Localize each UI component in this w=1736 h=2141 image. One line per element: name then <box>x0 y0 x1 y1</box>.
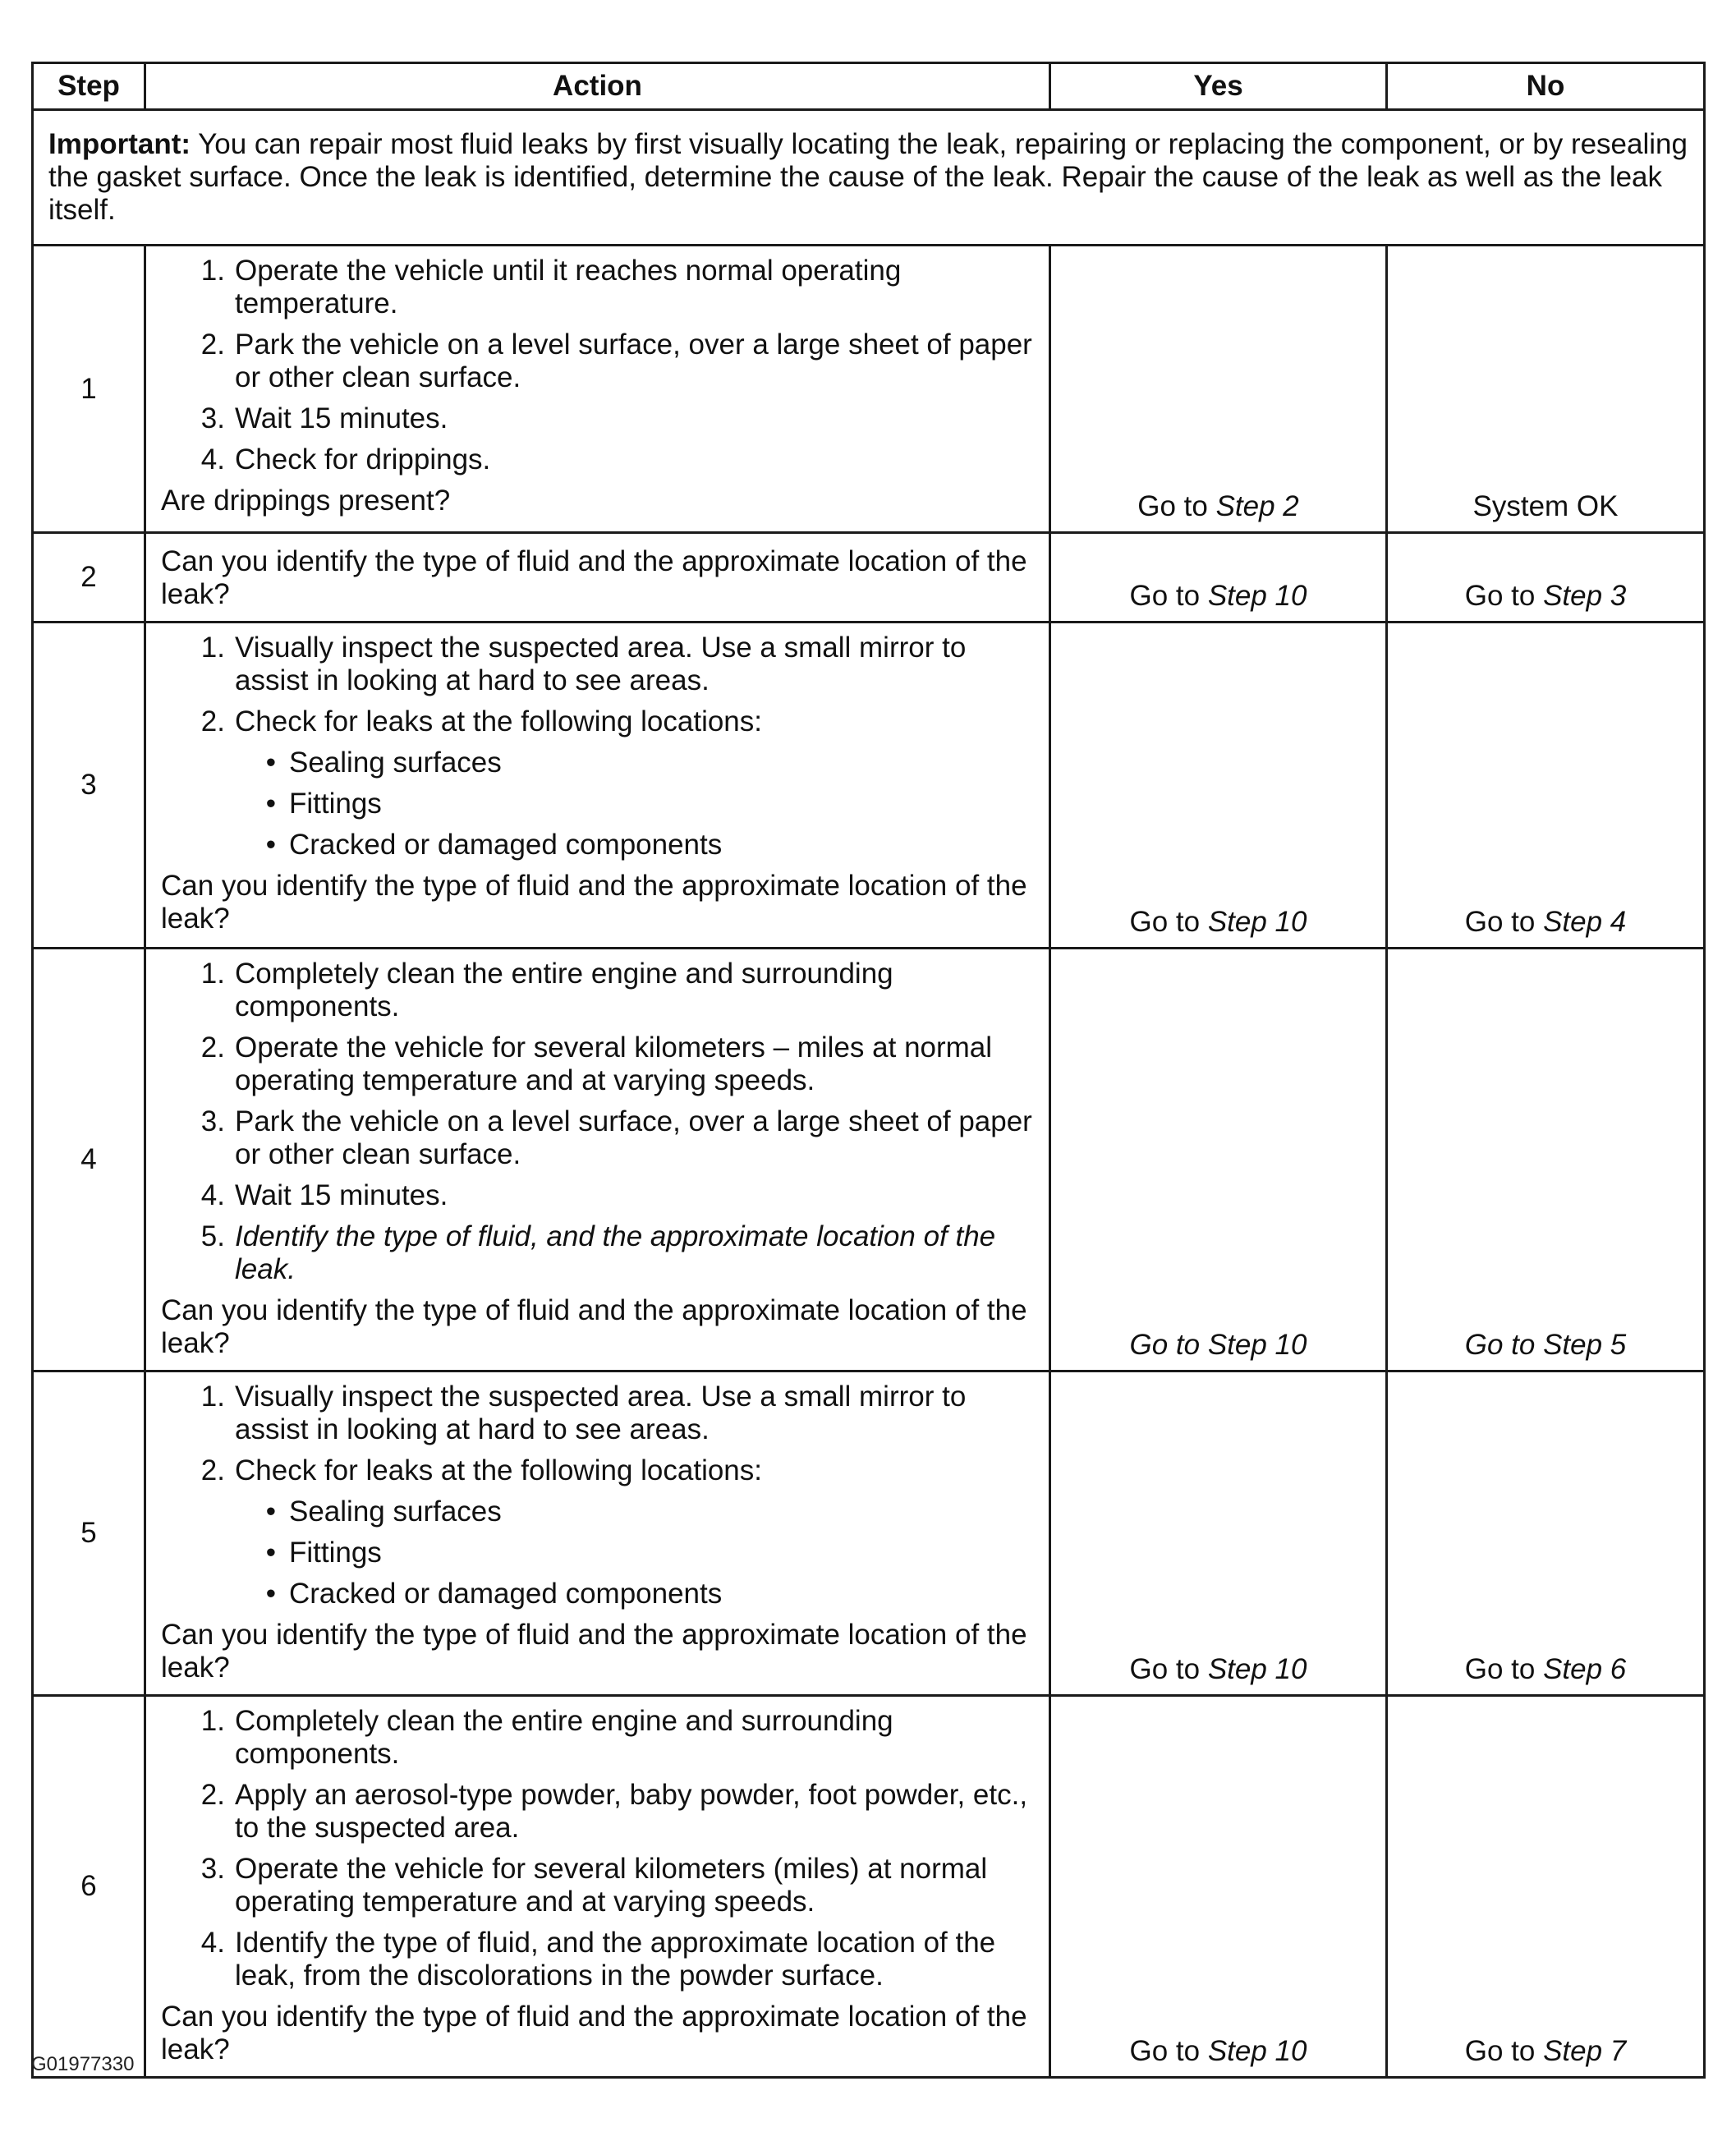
action-item-text: Park the vehicle on a level surface, over a large sheet of paper or other clean surface. <box>235 329 1032 393</box>
action-item <box>161 1853 1034 1918</box>
action-list <box>161 958 1034 1286</box>
action-item-number: 4. <box>200 1179 225 1211</box>
step-row <box>33 1696 1705 2078</box>
yes-prefix: Go to <box>1129 580 1208 612</box>
action-item-text: Completely clean the entire engine and surrounding components. <box>235 1705 893 1770</box>
header-action: Action <box>145 63 1050 110</box>
action-item-number: 3. <box>200 1853 225 1885</box>
bullet-icon: • <box>265 747 276 779</box>
header-step: Step <box>33 63 145 110</box>
action-item-text: Check for leaks at the following locations: <box>235 1454 762 1486</box>
no-cell <box>1387 949 1705 1371</box>
action-item-number: 4. <box>200 443 225 476</box>
yes-target-step: Step 10 <box>1207 2035 1307 2067</box>
action-item-text: Check for drippings. <box>235 443 491 476</box>
yes-target-step: Step 10 <box>1207 580 1307 612</box>
important-note <box>33 110 1705 246</box>
action-item-number: 5. <box>200 1220 225 1252</box>
important-text: You can repair most fluid leaks by first visually locating the leak, repairing or replacing the component, or by resealing the gasket surface. Once the leak is identified, determine the cause of the leak. Repair the cause of the leak as well as the leak itself. <box>48 128 1688 226</box>
action-item-number: 2. <box>200 1031 225 1064</box>
no-prefix: Go to <box>1464 1329 1544 1361</box>
yes-cell <box>1050 1696 1387 2078</box>
bullet-item <box>161 788 1034 820</box>
step-number: 4 <box>33 949 145 1371</box>
action-item-number: 1. <box>200 1705 225 1737</box>
action-item <box>161 329 1034 394</box>
no-cell <box>1387 246 1705 533</box>
action-cell <box>145 1696 1050 2078</box>
action-item-text: Operate the vehicle for several kilometers – miles at normal operating temperature and at varying speeds. <box>235 1031 993 1096</box>
action-item <box>161 1705 1034 1771</box>
bullet-text: Sealing surfaces <box>289 747 502 779</box>
yes-cell <box>1050 949 1387 1371</box>
action-item-number: 2. <box>200 705 225 737</box>
bullet-icon: • <box>265 1495 276 1528</box>
action-item-text: Visually inspect the suspected area. Use a small mirror to assist in looking at hard to see areas. <box>235 1381 967 1445</box>
action-item <box>161 632 1034 697</box>
bullet-text: Fittings <box>289 788 382 820</box>
action-cell <box>145 949 1050 1371</box>
action-item-text: Park the vehicle on a level surface, over a large sheet of paper or other clean surface. <box>235 1105 1032 1170</box>
yes-cell <box>1050 1371 1387 1696</box>
bullet-text: Cracked or damaged components <box>289 1578 723 1610</box>
step-row <box>33 533 1705 623</box>
action-item-number: 1. <box>200 1381 225 1413</box>
action-item-number: 1. <box>200 632 225 664</box>
action-item-number: 1. <box>200 958 225 990</box>
action-item-text: Wait 15 minutes. <box>235 402 448 434</box>
action-item-text: Identify the type of fluid, and the approximate location of the leak, from the discolorations in the powder surface. <box>235 1927 996 1992</box>
action-item <box>161 402 1034 435</box>
header-no: No <box>1387 63 1705 110</box>
action-list <box>161 1381 1034 1610</box>
step-row <box>33 949 1705 1371</box>
action-item <box>161 705 1034 738</box>
action-item-number: 4. <box>200 1927 225 1959</box>
action-item <box>161 1779 1034 1845</box>
action-item-text: Check for leaks at the following locations: <box>235 705 762 737</box>
diagnostic-table <box>31 62 1706 2079</box>
bullet-text: Cracked or damaged components <box>289 829 723 861</box>
no-target-step: Step 6 <box>1543 1653 1627 1685</box>
action-cell <box>145 246 1050 533</box>
bullet-icon: • <box>265 1537 276 1569</box>
action-cell <box>145 623 1050 949</box>
bullet-text: Fittings <box>289 1537 382 1569</box>
bullet-icon: • <box>265 788 276 820</box>
action-item-text: Identify the type of fluid, and the approximate location of the leak. <box>235 1220 996 1285</box>
action-cell <box>145 1371 1050 1696</box>
step-number: 2 <box>33 533 145 623</box>
step-row <box>33 1371 1705 1696</box>
no-cell <box>1387 1371 1705 1696</box>
bullet-item <box>161 1578 1034 1610</box>
action-list <box>161 255 1034 476</box>
yes-prefix: Go to <box>1129 1329 1208 1361</box>
no-cell <box>1387 623 1705 949</box>
action-item <box>161 1220 1034 1286</box>
bullet-icon: • <box>265 1578 276 1610</box>
action-item-number: 2. <box>200 329 225 361</box>
action-item <box>161 443 1034 476</box>
action-item <box>161 1105 1034 1171</box>
step-number: 1 <box>33 246 145 533</box>
action-item <box>161 1381 1034 1446</box>
action-item-text: Operate the vehicle for several kilometers (miles) at normal operating temperature and at varying speeds. <box>235 1853 988 1918</box>
action-item <box>161 255 1034 320</box>
no-prefix: Go to <box>1464 580 1544 612</box>
figure-id: G01977330 <box>31 2053 135 2075</box>
yes-target-step: Step 10 <box>1207 906 1307 938</box>
bullet-item <box>161 747 1034 779</box>
no-prefix: Go to <box>1464 2035 1544 2067</box>
step-row <box>33 623 1705 949</box>
yes-cell <box>1050 623 1387 949</box>
important-label: Important: <box>48 128 191 160</box>
action-item-number: 1. <box>200 255 225 287</box>
action-question: Are drippings present? <box>161 485 451 517</box>
bullet-item <box>161 1537 1034 1569</box>
action-item <box>161 958 1034 1023</box>
yes-prefix: Go to <box>1129 1653 1208 1685</box>
action-question: Can you identify the type of fluid and the approximate location of the leak? <box>161 545 1027 610</box>
yes-target-step: Step 10 <box>1207 1329 1307 1361</box>
no-prefix: Go to <box>1464 1653 1544 1685</box>
yes-cell <box>1050 246 1387 533</box>
step-number: 6 <box>33 1696 145 2078</box>
action-item <box>161 1927 1034 1992</box>
action-item <box>161 1179 1034 1212</box>
action-item-number: 2. <box>200 1454 225 1486</box>
action-list <box>161 632 1034 861</box>
action-item-text: Operate the vehicle until it reaches normal operating temperature. <box>235 255 902 319</box>
action-item-text: Visually inspect the suspected area. Use a small mirror to assist in looking at hard to see areas. <box>235 632 967 696</box>
action-item <box>161 1031 1034 1097</box>
no-cell <box>1387 1696 1705 2078</box>
action-item-number: 2. <box>200 1779 225 1811</box>
header-yes: Yes <box>1050 63 1387 110</box>
no-target-step: Step 7 <box>1543 2035 1627 2067</box>
action-item <box>161 1454 1034 1487</box>
no-target-step: Step 5 <box>1543 1329 1627 1361</box>
action-item-text: Apply an aerosol-type powder, baby powder, foot powder, etc., to the suspected area. <box>235 1779 1028 1844</box>
no-prefix: System OK <box>1472 490 1619 522</box>
action-list <box>161 1705 1034 1992</box>
header-row <box>33 63 1705 110</box>
action-question: Can you identify the type of fluid and the approximate location of the leak? <box>161 1294 1027 1359</box>
step-row <box>33 246 1705 533</box>
yes-prefix: Go to <box>1129 906 1208 938</box>
yes-prefix: Go to <box>1137 490 1216 522</box>
action-item-text: Wait 15 minutes. <box>235 1179 448 1211</box>
step-number: 3 <box>33 623 145 949</box>
bullet-item <box>161 829 1034 861</box>
action-item-number: 3. <box>200 402 225 434</box>
important-row <box>33 110 1705 246</box>
action-cell <box>145 533 1050 623</box>
no-target-step: Step 3 <box>1543 580 1627 612</box>
bullet-icon: • <box>265 829 276 861</box>
bullet-text: Sealing surfaces <box>289 1495 502 1528</box>
yes-target-step: Step 2 <box>1215 490 1299 522</box>
no-target-step: Step 4 <box>1543 906 1627 938</box>
yes-prefix: Go to <box>1129 2035 1208 2067</box>
action-item-text: Completely clean the entire engine and surrounding components. <box>235 958 893 1022</box>
yes-target-step: Step 10 <box>1207 1653 1307 1685</box>
no-cell <box>1387 533 1705 623</box>
action-question: Can you identify the type of fluid and the approximate location of the leak? <box>161 870 1027 935</box>
bullet-item <box>161 1495 1034 1528</box>
yes-cell <box>1050 533 1387 623</box>
action-question: Can you identify the type of fluid and the approximate location of the leak? <box>161 1619 1027 1684</box>
no-prefix: Go to <box>1464 906 1544 938</box>
action-item-number: 3. <box>200 1105 225 1137</box>
action-question: Can you identify the type of fluid and the approximate location of the leak? <box>161 2001 1027 2065</box>
step-number: 5 <box>33 1371 145 1696</box>
